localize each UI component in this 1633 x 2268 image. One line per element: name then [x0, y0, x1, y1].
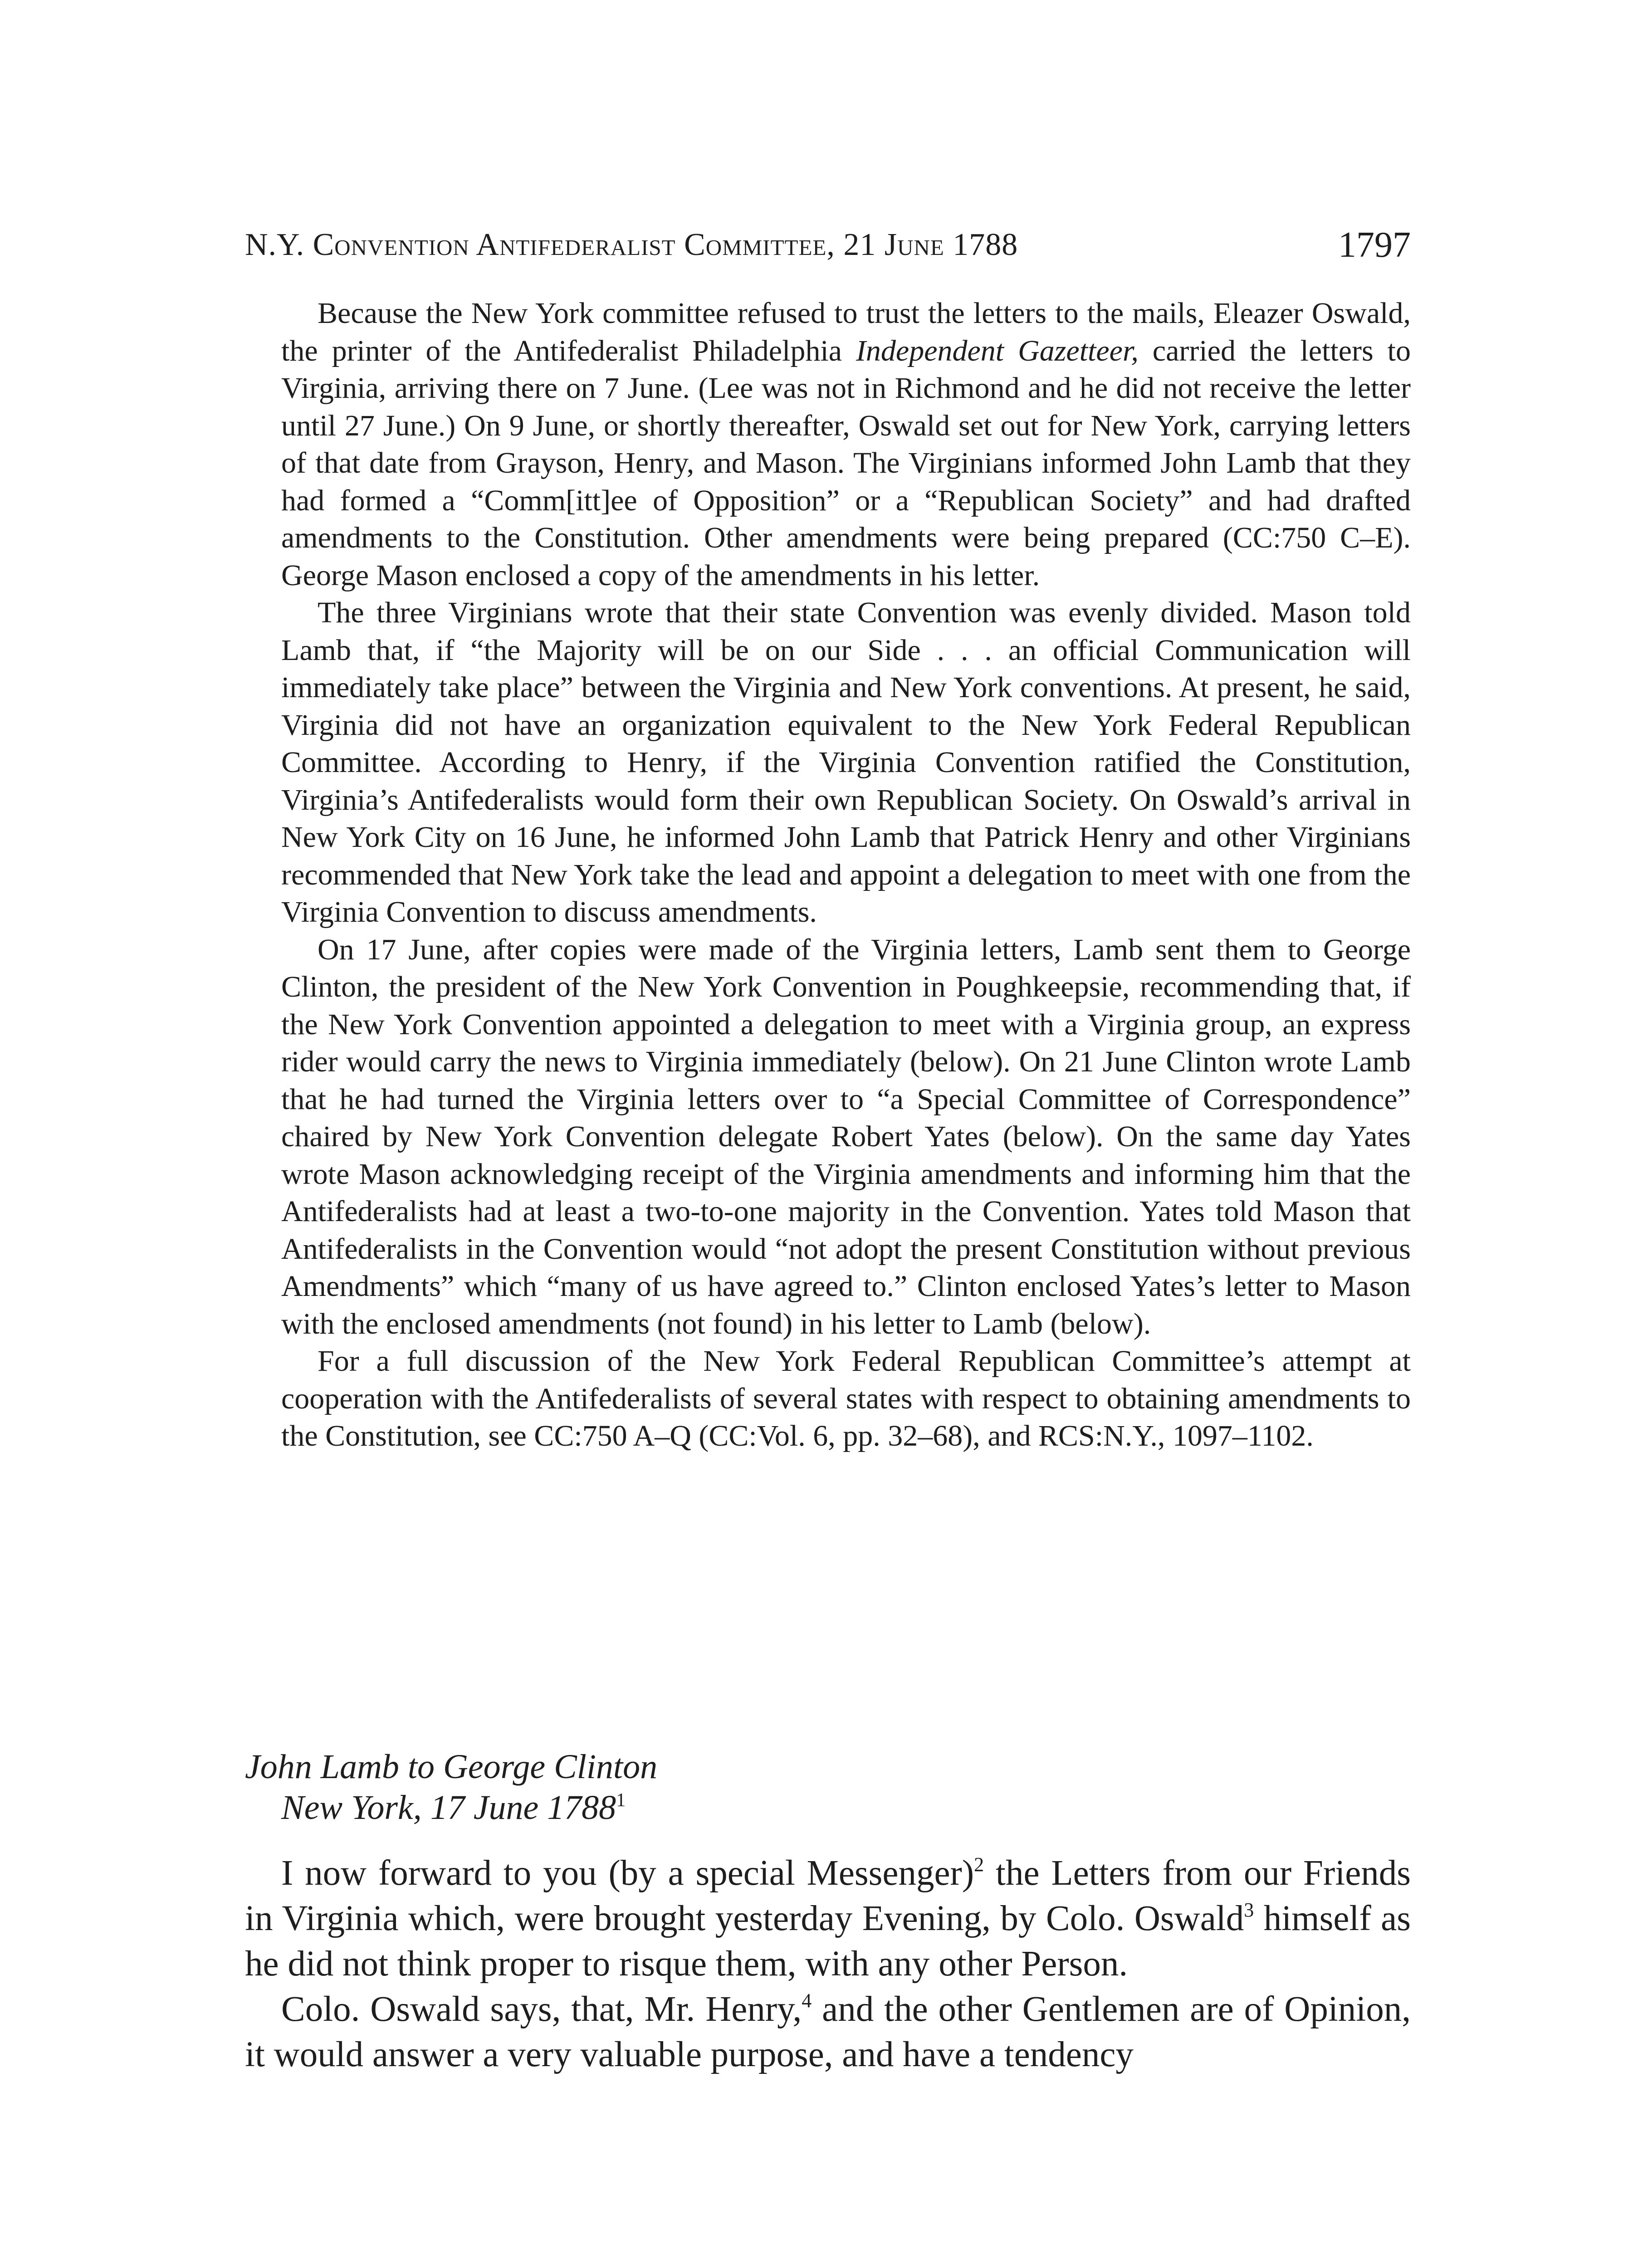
letter-p1-text-a: I now forward to you (by a special Messenger): [281, 1853, 974, 1893]
letter-paragraph-2: [245, 1987, 1411, 2077]
headnote-paragraph-3: On 17 June, after copies were made of the Virginia letters, Lamb sent them to George Clinton, the president of the New York Convention in Poughkeepsie, recommending that, if the New York Convention appointed a delegation to meet with a Virginia group, an express rider would carry the news to Virginia immediately (below). On 21 June Clinton wrote Lamb that he had turned the Virginia letters over to “a Special Committee of Correspondence” chaired by New York Convention delegate Robert Yates (below). On the same day Yates wrote Mason acknowledging receipt of the Virginia amendments and informing him that the Antifederalists had at least a two-to-one majority in the Convention. Yates told Mason that Antifederalists in the Convention would “not adopt the present Constitution without previous Amendments” which “many of us have agreed to.” Clinton enclosed Yates’s letter to Mason with the enclosed amendments (not found) in his letter to Lamb (below).: [281, 933, 1411, 1340]
letter-p2-text-b: and the other Gentlemen are of Opinion, it would answer a very valuable purpose, and have a tendency: [245, 1989, 1411, 2074]
headnote: [281, 295, 1411, 1455]
footnote-ref-1: 1: [616, 1790, 626, 1811]
letter-p1-text-b: the Letters from our Friends in Virginia which, were brought yesterday Evening, by Colo. Oswald: [245, 1853, 1411, 1938]
letter-p1-text-c: himself as he did not think proper to risque them, with any other Person.: [245, 1899, 1411, 1984]
newspaper-title: Independent Gazetteer,: [856, 334, 1139, 367]
headnote-paragraph-4: For a full discussion of the New York Federal Republican Committee’s attempt at cooperation with the Antifederalists of several states with respect to obtaining amendments to the Constitution, see CC:750 A–Q (CC:Vol. 6, pp. 32–68), and RCS:N.Y., 1097–1102.: [281, 1344, 1411, 1452]
footnote-ref-3: 3: [1244, 1899, 1254, 1921]
headnote-paragraph-1: [281, 295, 1411, 594]
headnote-paragraph-2: The three Virginians wrote that their state Convention was evenly divided. Mason told Lamb that, if “the Majority will be on our Side . . . an official Communication will immediately take place” between the Virginia and New York conventions. At present, he said, Virginia did not have an organization equivalent to the New York Federal Republican Committee. According to Henry, if the Virginia Convention ratified the Constitution, Virginia’s Antifederalists would form their own Republican Society. On Oswald’s arrival in New York City on 16 June, he informed John Lamb that Patrick Henry and other Virginians recommended that New York take the lead and appoint a delegation to meet with one from the Virginia Convention to discuss amendments.: [281, 596, 1411, 929]
headnote-p1-text-b: carried the letters to Virginia, arriving there on 7 June. (Lee was not in Richmond and he did not receive the letter until 27 June.) On 9 June, or shortly thereafter, Oswald set out for New York, carrying letters of that date from Grayson, Henry, and Mason. The Virginians informed John Lamb that they had formed a “Comm[itt]ee of Opposition” or a “Republican Society” and had drafted amendments to the Constitution. Other amendments were being prepared (CC:750 C–E). George Mason enclosed a copy of the amendments in his letter.: [281, 334, 1411, 592]
letter-paragraph-1: [245, 1851, 1411, 1987]
letter-p2-text-a: Colo. Oswald says, that, Mr. Henry,: [281, 1989, 802, 2029]
letter-place-date-text: New York, 17 June 1788: [281, 1789, 616, 1827]
letter-place-date: [245, 1787, 657, 1828]
footnote-ref-2: 2: [974, 1853, 984, 1876]
letter-title: John Lamb to George Clinton: [245, 1748, 658, 1786]
page-header: [245, 222, 1411, 268]
letter-heading: [245, 1746, 657, 1828]
running-head: N.Y. Convention Antifederalist Committee, 21 June 1788: [245, 227, 1018, 262]
page-number: 1797: [1338, 225, 1411, 265]
letter-body: [245, 1851, 1411, 2077]
headnote-p1-text-a: Because the New York committee refused to trust the letters to the mails, Eleazer Oswald, the printer of the Antifederalist Philadelphia: [281, 297, 1411, 367]
footnote-ref-4: 4: [802, 1989, 812, 2012]
